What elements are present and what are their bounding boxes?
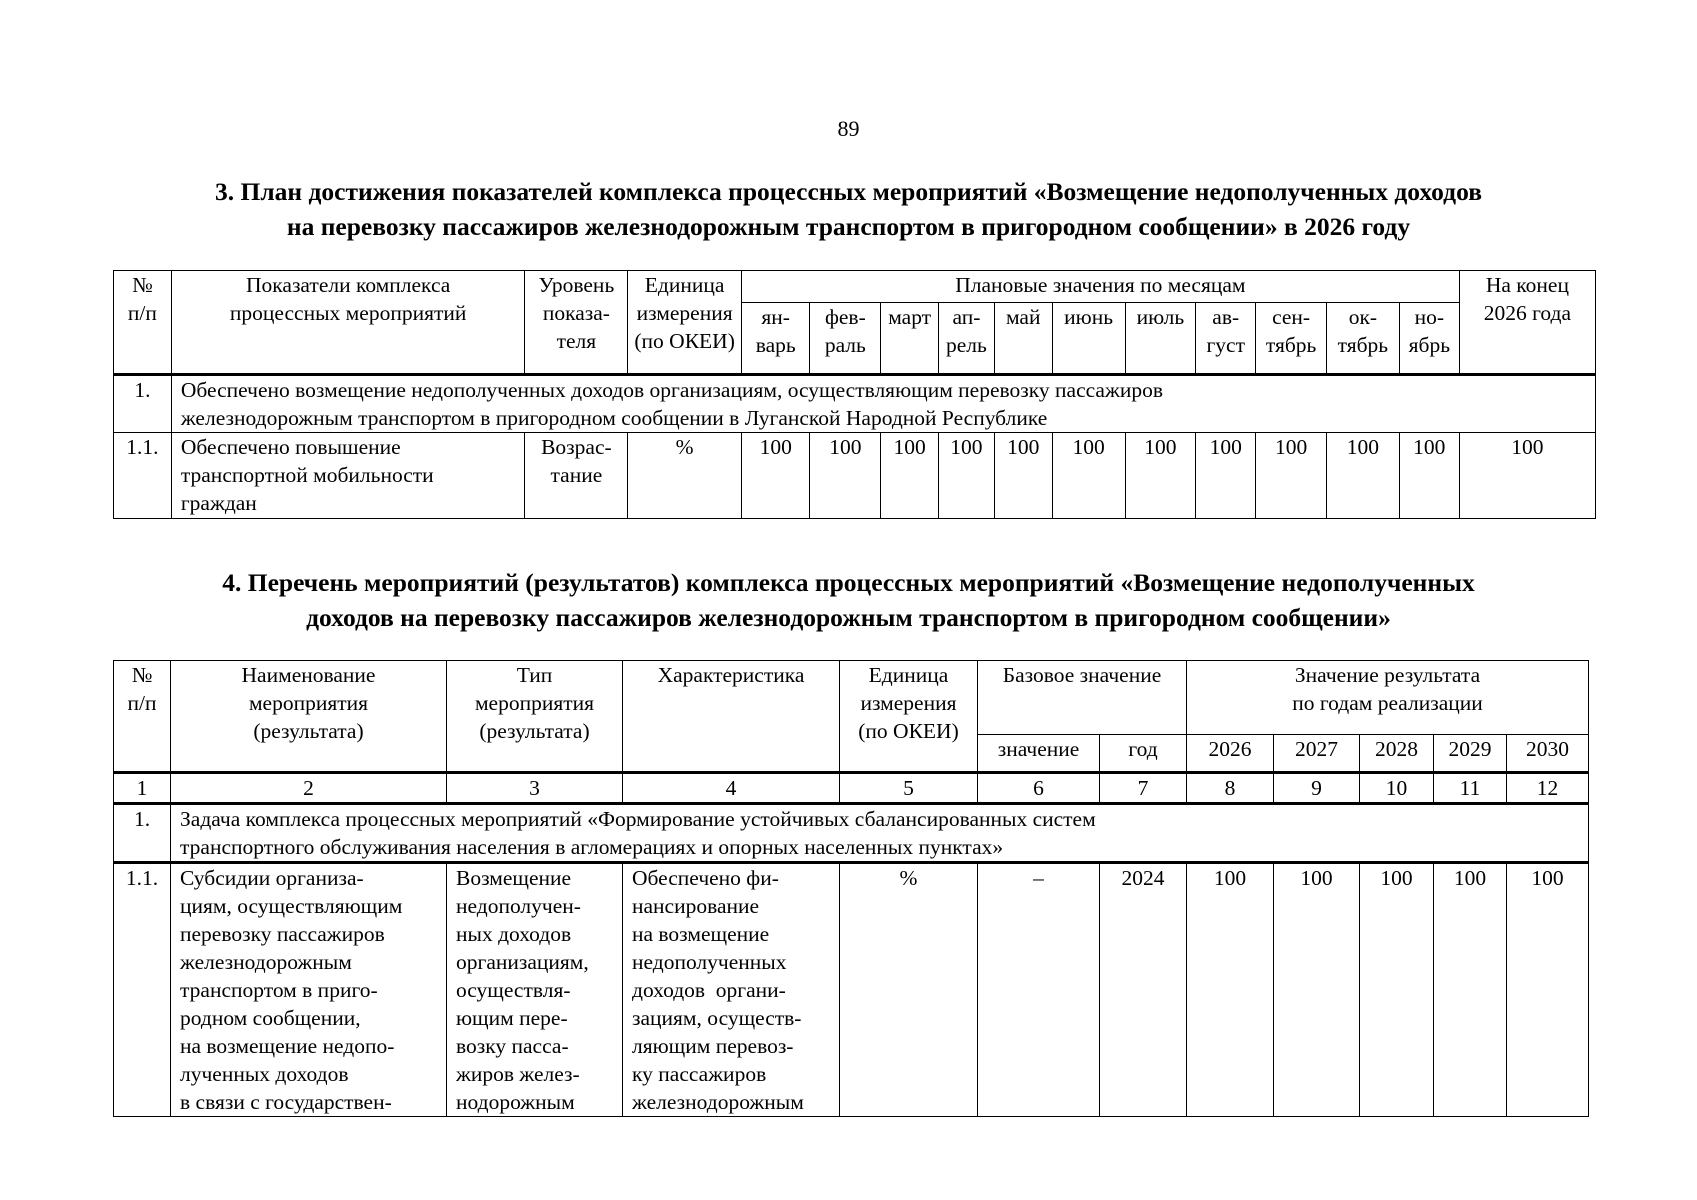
row-name: Субсидии организа- циям, осуществляющим перевозку пассажиров железнодорожным транспортом в приго- родном сообщении, на возмещение недопо- лученных доходов в связи с государствен- — [171, 863, 447, 1117]
header-unit: Единица измерения (по ОКЕИ) — [628, 271, 742, 375]
section-3-title-line-2: на перевозку пассажиров железнодорожным транспортом в пригородном сообщении» в 2026 году — [286, 212, 1411, 241]
row-type: Возмещение недополучен- ных доходов организациям, осуществля- ющим пере- возку пасса- жиров желез- нодорожным — [447, 863, 623, 1117]
row-year-value: 100 — [1507, 863, 1589, 1117]
row-month-value: 100 — [1125, 433, 1196, 519]
column-number: 8 — [1187, 773, 1274, 804]
column-number: 6 — [978, 773, 1100, 804]
row-year-value: 100 — [1274, 863, 1360, 1117]
column-number: 1 — [114, 773, 171, 804]
row-month-value: 100 — [994, 433, 1052, 519]
header-month: сен- тябрь — [1256, 303, 1327, 375]
row-level: Возрас- тание — [525, 433, 628, 519]
header-month: июль — [1125, 303, 1196, 375]
section-4-title-line-1: 4. Перечень мероприятий (результатов) комплекса процессных мероприятий «Возмещение недополученных — [222, 568, 1475, 597]
row-year-value: 100 — [1434, 863, 1507, 1117]
table-row — [114, 863, 1589, 1117]
column-number: 5 — [840, 773, 978, 804]
row-base-year: 2024 — [1100, 863, 1187, 1117]
header-unit: Единица измерения (по ОКЕИ) — [840, 661, 978, 773]
column-number: 12 — [1507, 773, 1589, 804]
header-month: ок- тябрь — [1326, 303, 1399, 375]
header-month: ап- рель — [939, 303, 995, 375]
group-text: Обеспечено возмещение недополученных доходов организациям, осуществляющим перевозку пассажиров железнодорожным транспортом в пригородном сообщении в Луганской Народной Республике — [171, 375, 1595, 433]
row-month-value: 100 — [939, 433, 995, 519]
column-number: 7 — [1100, 773, 1187, 804]
column-number-row — [114, 773, 1589, 804]
row-unit: % — [840, 863, 978, 1117]
column-number: 9 — [1274, 773, 1360, 804]
header-month: ян- варь — [741, 303, 810, 375]
row-base-value: – — [978, 863, 1100, 1117]
header-base-value: значение — [978, 735, 1100, 773]
group-num: 1. — [114, 804, 171, 863]
activities-list-table — [113, 660, 1589, 1117]
header-year: 2026 — [1187, 735, 1274, 773]
table-row — [114, 433, 1596, 519]
table-row — [114, 804, 1589, 863]
header-year: 2027 — [1274, 735, 1360, 773]
section-3-title — [0, 174, 1697, 244]
page-number: 89 — [837, 116, 860, 141]
row-indicator: Обеспечено повышение транспортной мобильности граждан — [171, 433, 525, 519]
row-month-value: 100 — [1399, 433, 1459, 519]
header-year: 2030 — [1507, 735, 1589, 773]
row-year-value: 100 — [1360, 863, 1434, 1117]
header-month: но- ябрь — [1399, 303, 1459, 375]
header-end-of-year: На конец 2026 года — [1459, 271, 1595, 375]
column-number: 2 — [171, 773, 447, 804]
header-result: Значение результата по годам реализации — [1187, 661, 1589, 735]
row-month-value: 100 — [1326, 433, 1399, 519]
column-number: 10 — [1360, 773, 1434, 804]
header-month: март — [881, 303, 939, 375]
header-year: 2029 — [1434, 735, 1507, 773]
section-3-title-line-1: 3. План достижения показателей комплекса процессных мероприятий «Возмещение недополученных доходов — [215, 177, 1482, 206]
indicators-plan-table — [113, 270, 1596, 519]
row-month-value: 100 — [810, 433, 881, 519]
header-month: фев- раль — [810, 303, 881, 375]
header-level: Уровень показа- теля — [525, 271, 628, 375]
column-number: 3 — [447, 773, 623, 804]
header-indicator: Показатели комплекса процессных мероприятий — [171, 271, 525, 375]
column-number: 4 — [623, 773, 840, 804]
header-num: № п/п — [114, 661, 171, 773]
row-month-value: 100 — [741, 433, 810, 519]
row-characteristic: Обеспечено фи- нансирование на возмещение недополученных доходов органи- зациям, осуществ- ляющим перевоз- ку пассажиров железнодорожным — [623, 863, 840, 1117]
row-month-value: 100 — [1052, 433, 1125, 519]
row-num: 1.1. — [114, 863, 171, 1117]
column-number: 11 — [1434, 773, 1507, 804]
header-month: июнь — [1052, 303, 1125, 375]
row-month-value: 100 — [1196, 433, 1256, 519]
row-year-value: 100 — [1187, 863, 1274, 1117]
header-monthly-values: Плановые значения по месяцам — [741, 271, 1459, 303]
row-num: 1.1. — [114, 433, 172, 519]
header-num: № п/п — [114, 271, 172, 375]
group-text: Задача комплекса процессных мероприятий «Формирование устойчивых сбалансированных систем транспортного обслуживания населения в агломерациях и опорных населенных пунктах» — [171, 804, 1589, 863]
header-base: Базовое значение — [978, 661, 1187, 735]
header-type: Тип мероприятия (результата) — [447, 661, 623, 773]
header-base-year: год — [1100, 735, 1187, 773]
row-month-value: 100 — [1256, 433, 1327, 519]
group-num: 1. — [114, 375, 172, 433]
row-month-value: 100 — [881, 433, 939, 519]
row-end-of-year: 100 — [1459, 433, 1595, 519]
header-name: Наименование мероприятия (результата) — [171, 661, 447, 773]
section-4-title-line-2: доходов на перевозку пассажиров железнодорожным транспортом в пригородном сообщении» — [306, 603, 1391, 632]
table-row — [114, 375, 1596, 433]
header-month: май — [994, 303, 1052, 375]
row-unit: % — [628, 433, 742, 519]
header-year: 2028 — [1360, 735, 1434, 773]
section-4-title — [0, 565, 1697, 635]
header-month: ав- густ — [1196, 303, 1256, 375]
header-characteristic: Характеристика — [623, 661, 840, 773]
